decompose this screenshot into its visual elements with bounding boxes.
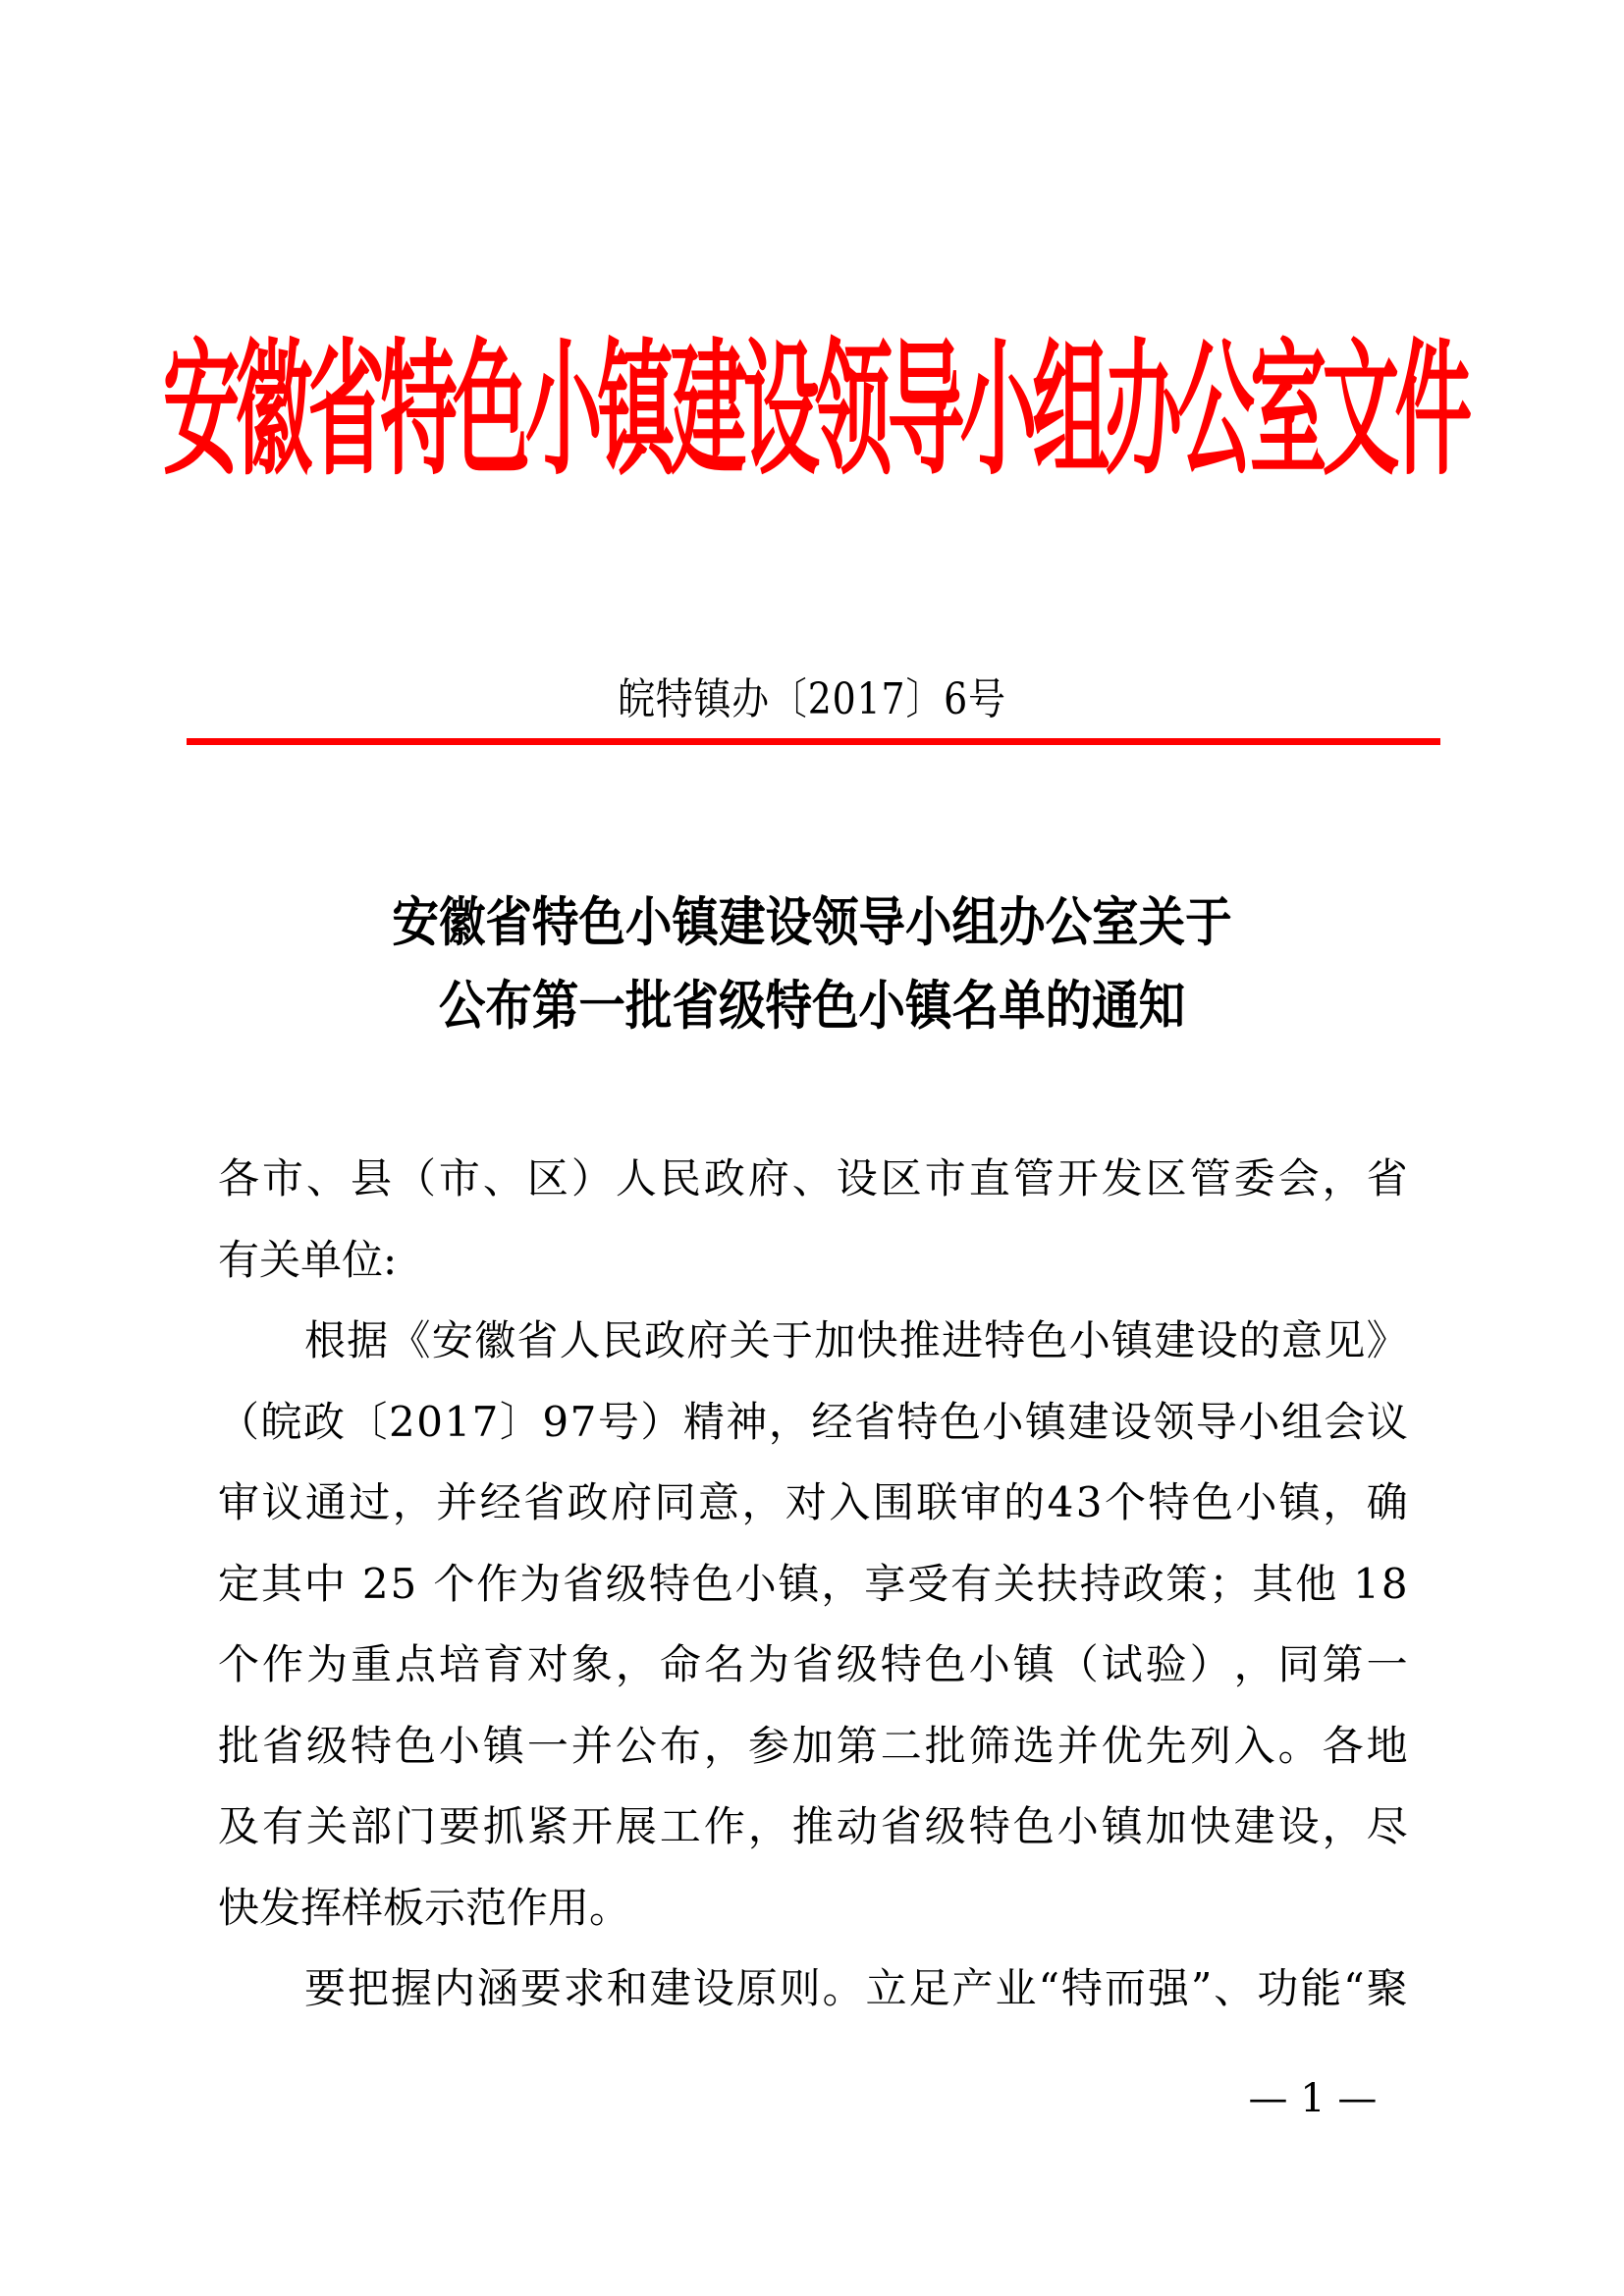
paragraph-1-line-6: 批 省 级 特 色 小 镇 一 并 公 布 ， 参 加 第 二 批 筛 选 并 优 先 列 入 。 各 地 xyxy=(218,1721,1408,1770)
notice-title-line-2: 公布第一批省级特色小镇名单的通知 xyxy=(438,975,1186,1037)
page-number: — 1 — xyxy=(1248,2076,1378,2121)
masthead-title: 安徽省特色小镇建设领导小组办公室文件 xyxy=(162,325,1468,496)
paragraph-1-line-8 xyxy=(218,1868,1408,1949)
paragraph-1-line-5: 个 作 为 重 点 培 育 对 象 ， 命 名 为 省 级 特 色 小 镇 （ 试 验 ） ， 同 第 一 xyxy=(218,1640,1408,1688)
document-number: 皖特镇办〔2017〕6号 xyxy=(618,674,1006,724)
paragraph-1-line-3: 审 议 通 过 ， 并 经 省 政 府 同 意 ， 对 入 围 联 审 的 4 3 个 特 色 小 镇 ， 确 xyxy=(218,1478,1408,1526)
paragraph-1-line-2: （ 皖 政 〔 2 0 1 7 〕 9 7 号 ） 精 神 ， 经 省 特 色 小 镇 建 设 领 导 小 组 会 议 xyxy=(218,1397,1408,1446)
paragraph-2-line-1: 要 把 握 内 涵 要 求 和 建 设 原 则 。 立 足 产 业 “ 特 而 强 ” 、 功 能 “ 聚 xyxy=(304,1964,1408,2012)
body-text xyxy=(218,1139,1408,2030)
paragraph-1-line-1: 根 据 《 安 徽 省 人 民 政 府 关 于 加 快 推 进 特 色 小 镇 建 设 的 意 见 》 xyxy=(304,1316,1408,1364)
notice-title-line-1: 安徽省特色小镇建设领导小组办公室关于 xyxy=(392,891,1232,953)
red-divider-line xyxy=(187,738,1440,745)
addressee-line-1: 各 市 、 县 （ 市 、 区 ） 人 民 政 府 、 设 区 市 直 管 开 发 区 管 委 会 ， 省 xyxy=(218,1154,1408,1202)
paragraph-1-line-4: 定 其 中 2 5 个 作 为 省 级 特 色 小 镇 ， 享 受 有 关 扶 持 政 策 ； 其 他 1 8 xyxy=(218,1559,1408,1608)
paragraph-1-line-7: 及 有 关 部 门 要 抓 紧 开 展 工 作 ， 推 动 省 级 特 色 小 镇 加 快 建 设 ， 尽 xyxy=(218,1802,1408,1850)
addressee-line-2 xyxy=(218,1220,1408,1302)
paragraph-text: 快发挥样板示范作用。 xyxy=(218,1883,631,1932)
addressee-text-2: 有关单位: xyxy=(218,1235,398,1284)
